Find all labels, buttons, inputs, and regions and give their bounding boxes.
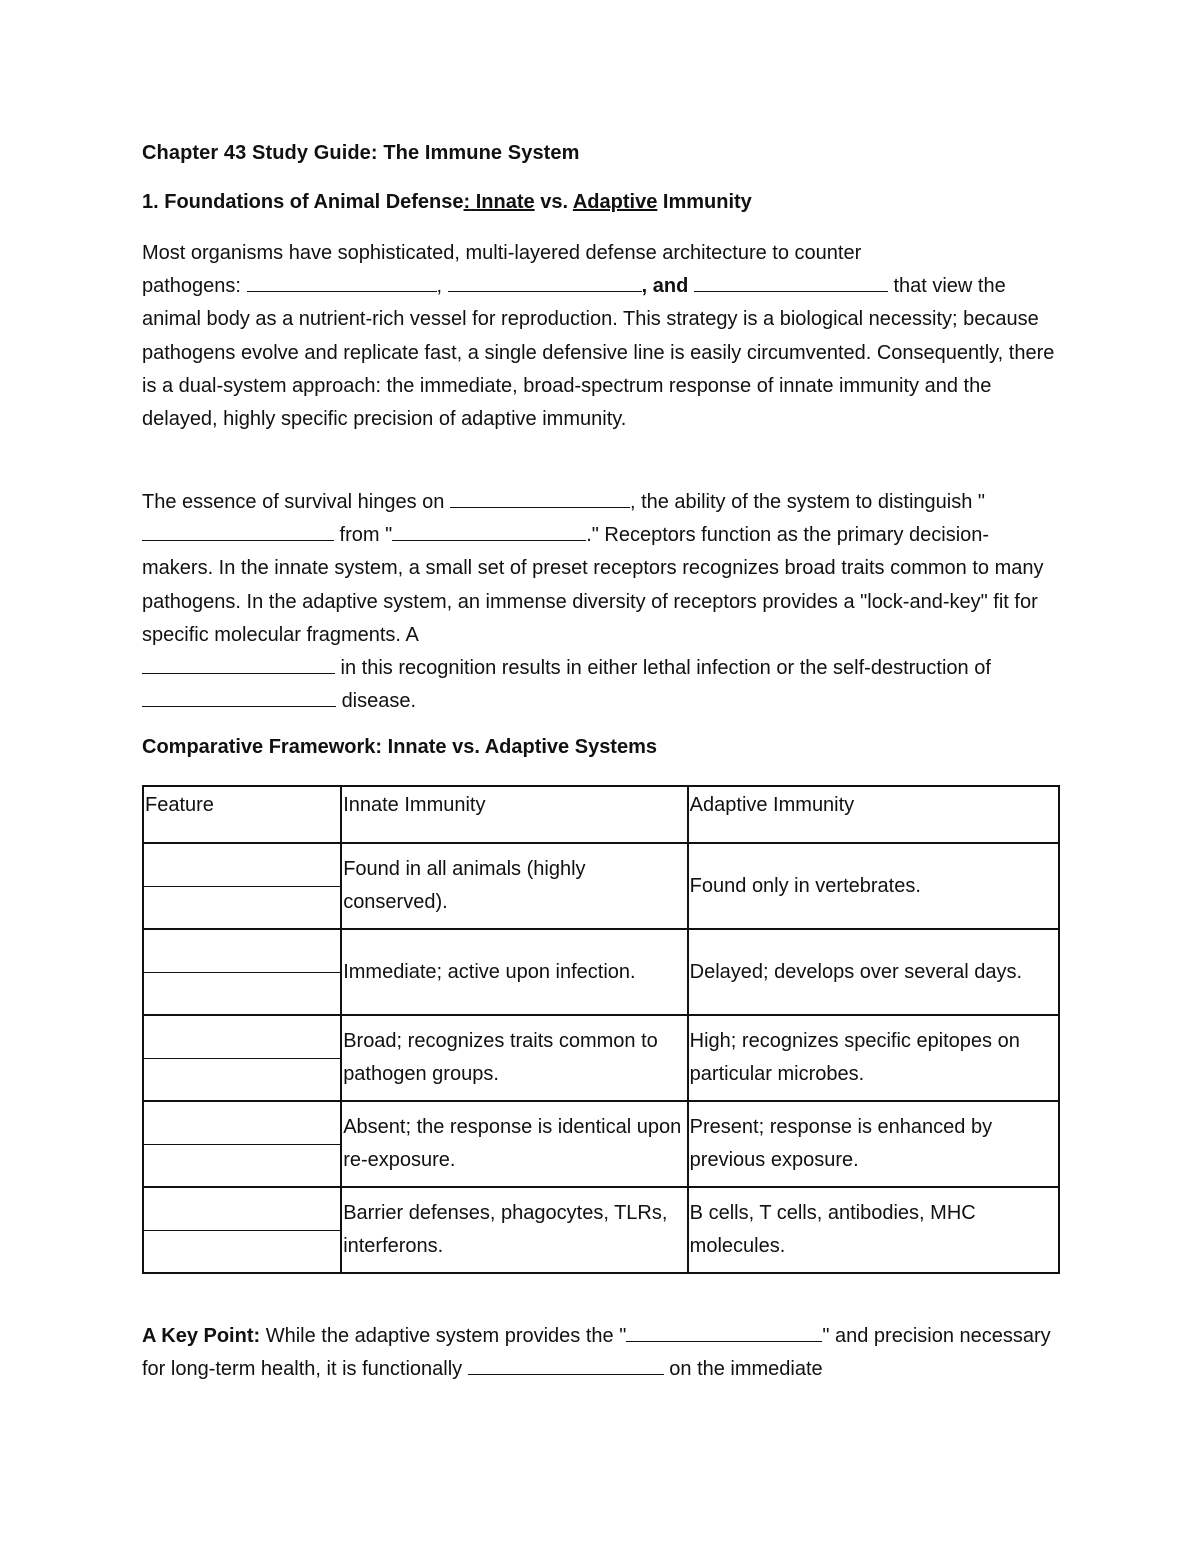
header-innate-text: Innate Immunity xyxy=(343,794,486,816)
para1-comma: , xyxy=(436,275,448,298)
header-feature-text: Feature xyxy=(145,794,214,816)
fill-blank-7[interactable] xyxy=(142,655,335,674)
innate-cell-text: Found in all animals (highly conserved). xyxy=(343,858,586,913)
header-adaptive-text: Adaptive Immunity xyxy=(689,794,855,816)
section-immunity: Immunity xyxy=(662,191,752,213)
fill-blank-9[interactable] xyxy=(626,1323,822,1342)
para2-text-1: The essence of survival hinges on xyxy=(142,491,450,513)
para2-text-3: from " xyxy=(334,524,393,547)
innate-cell-text: Barrier defenses, phagocytes, TLRs, interferons. xyxy=(343,1202,668,1257)
adaptive-cell xyxy=(688,1015,1059,1101)
adaptive-cell xyxy=(688,929,1059,1015)
para1-line2-start: pathogens: xyxy=(142,275,247,298)
fill-blank-4[interactable] xyxy=(450,489,630,508)
feature-blank-line xyxy=(144,1058,340,1059)
table-row xyxy=(143,1187,1059,1273)
innate-cell-text: Broad; recognizes traits common to pathogen groups. xyxy=(343,1030,658,1085)
section-heading xyxy=(142,191,752,214)
header-feature xyxy=(143,786,341,843)
key-point-label: A Key Point: xyxy=(142,1325,261,1347)
innate-cell-text: Immediate; active upon infection. xyxy=(343,960,636,983)
paragraph-pathogens xyxy=(142,237,1060,436)
section-innate xyxy=(470,191,534,213)
fill-blank-3[interactable] xyxy=(694,273,888,292)
innate-cell xyxy=(341,929,687,1015)
feature-blank-line xyxy=(144,1230,340,1231)
innate-cell xyxy=(341,1101,687,1187)
para1-and: , and xyxy=(641,275,689,298)
adaptive-cell-text: Found only in vertebrates. xyxy=(689,874,921,897)
adaptive-cell-text: Present; response is enhanced by previous exposure. xyxy=(689,1116,993,1171)
table-heading: Comparative Framework: Innate vs. Adaptive Systems xyxy=(142,736,657,758)
feature-blank-cell[interactable] xyxy=(143,843,341,929)
adaptive-cell xyxy=(688,1187,1059,1273)
fill-blank-2[interactable] xyxy=(448,273,642,292)
para1-line2-end: that view the xyxy=(887,275,1006,298)
feature-blank-cell[interactable] xyxy=(143,929,341,1015)
fill-blank-5[interactable] xyxy=(142,522,334,541)
para2-text-5: in this recognition results in either lethal infection or the self-destruction of xyxy=(335,657,991,680)
innate-cell xyxy=(341,843,687,929)
fill-blank-6[interactable] xyxy=(392,522,586,541)
feature-blank-line xyxy=(144,886,340,887)
section-innate-text: Innate xyxy=(475,191,535,213)
fill-blank-10[interactable] xyxy=(468,1356,664,1375)
table-row xyxy=(143,929,1059,1015)
section-number-title: 1. Foundations of Animal Defense xyxy=(142,191,464,213)
para1-rest: animal body as a nutrient-rich vessel for reproduction. This strategy is a biological necessity; because pathogens evolve and replicate fast, a single defensive line is easily circumvented. Consequently, there is a dual-system approach: the immediate, broad-spectrum response of innate immunity and the delayed, highly specific precision of adaptive immunity. xyxy=(142,308,1055,431)
adaptive-cell-text: B cells, T cells, antibodies, MHC molecules. xyxy=(689,1202,976,1257)
fill-blank-1[interactable] xyxy=(247,273,437,292)
para2-text-4: ." Receptors function as the primary decision-makers. In the innate system, a small set of preset receptors recognizes broad traits common to many pathogens. In the adaptive system, an immense diversity of receptors provides a "lock-and-key" fit for specific molecular fragments. A xyxy=(142,524,1044,646)
section-vs: vs. xyxy=(540,191,569,213)
adaptive-cell xyxy=(688,843,1059,929)
section-adaptive: Adaptive xyxy=(572,191,658,213)
adaptive-cell-text: High; recognizes specific epitopes on particular microbes. xyxy=(689,1030,1020,1085)
table-header-row xyxy=(143,786,1059,843)
key-point-paragraph xyxy=(142,1320,1060,1386)
innate-cell-text: Absent; the response is identical upon re-exposure. xyxy=(343,1116,682,1171)
table-row xyxy=(143,1101,1059,1187)
header-adaptive xyxy=(688,786,1059,843)
feature-blank-cell[interactable] xyxy=(143,1015,341,1101)
paragraph-recognition xyxy=(142,486,1060,718)
header-innate xyxy=(341,786,687,843)
key-point-text-3: on the immediate xyxy=(663,1358,823,1381)
para2-text-2: , the ability of the system to distinguish " xyxy=(629,491,986,513)
page-title: Chapter 43 Study Guide: The Immune System xyxy=(142,142,580,164)
key-point-text-2: " and precision necessary for long-term health, it is functionally xyxy=(142,1325,1051,1381)
adaptive-cell-text: Delayed; develops over several days. xyxy=(689,960,1023,983)
table-row xyxy=(143,843,1059,929)
feature-blank-cell[interactable] xyxy=(143,1101,341,1187)
key-point-text-1: While the adaptive system provides the " xyxy=(260,1325,627,1347)
feature-blank-line xyxy=(144,972,340,973)
comparison-table xyxy=(142,785,1060,1274)
feature-blank-cell[interactable] xyxy=(143,1187,341,1273)
fill-blank-8[interactable] xyxy=(142,688,336,707)
adaptive-cell xyxy=(688,1101,1059,1187)
feature-blank-line xyxy=(144,1144,340,1145)
section-colon: : xyxy=(463,191,471,213)
innate-cell xyxy=(341,1015,687,1101)
table-row xyxy=(143,1015,1059,1101)
innate-cell xyxy=(341,1187,687,1273)
para2-text-6: disease. xyxy=(341,690,417,713)
para1-line1: Most organisms have sophisticated, multi-layered defense architecture to counter xyxy=(142,242,862,264)
